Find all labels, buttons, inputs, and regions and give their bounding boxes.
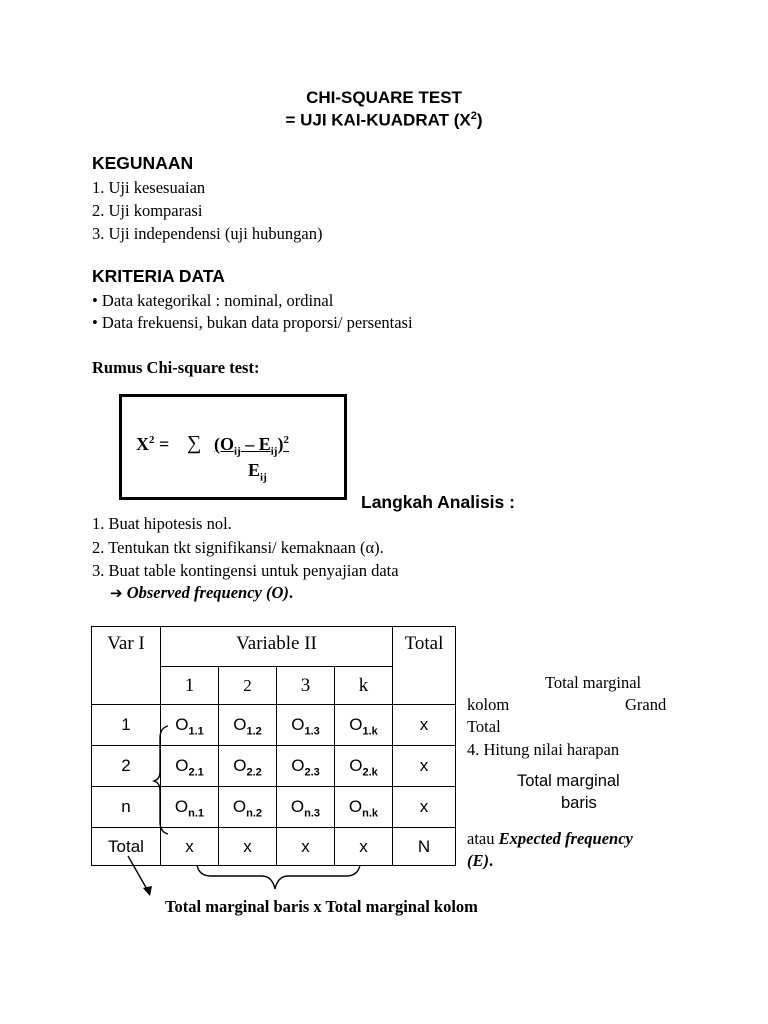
kegunaan-item: 2. Uji komparasi: [92, 201, 203, 220]
o-letter: O: [349, 715, 363, 734]
row-total: x: [393, 705, 456, 746]
o-letter: O: [290, 797, 305, 816]
column-header: 2: [219, 667, 277, 705]
side-marginal: Total marginal: [517, 772, 620, 790]
o-index: n.k: [362, 807, 379, 820]
arrow-head-icon: [143, 886, 152, 896]
o-index: 1.3: [304, 725, 320, 738]
o-letter: O: [175, 715, 189, 734]
o-index: 2.3: [304, 766, 320, 779]
numerator-power: 2: [283, 434, 289, 446]
column-brace-icon: [197, 865, 360, 889]
o-index: 1.2: [246, 725, 262, 738]
side-atau: [467, 829, 633, 849]
row-total: x: [393, 746, 456, 787]
o-index: n.3: [304, 807, 321, 820]
o-letter: O: [291, 756, 305, 775]
sigma-symbol: ∑: [187, 432, 202, 454]
formula-x: X: [136, 434, 149, 454]
footer-label: Total: [92, 828, 161, 866]
kriteria-item: • Data kategorikal : nominal, ordinal: [92, 291, 334, 310]
side-text: Total marginal: [545, 673, 642, 692]
step2-text: 2. Tentukan tkt signifikansi/ kemaknaan (: [92, 538, 366, 557]
o-index: 2.k: [362, 766, 378, 779]
langkah-heading: Langkah Analisis :: [361, 492, 515, 512]
o-letter: O: [175, 756, 189, 775]
header-var1: Var I: [92, 627, 161, 705]
subtitle-text: = UJI KAI-KUADRAT (X: [285, 110, 471, 130]
langkah-step: 1. Buat hipotesis nol.: [92, 514, 232, 533]
side-marginal: baris: [561, 794, 597, 812]
row-total: x: [393, 787, 456, 828]
right-arrow-icon: ➔: [110, 584, 123, 602]
step2-end: ).: [374, 538, 384, 557]
denominator-sub: ij: [260, 471, 267, 484]
row-brace-icon: [154, 726, 168, 834]
expected-end: .: [489, 851, 494, 870]
o-index: 1.k: [362, 725, 378, 738]
side-text: Total: [467, 717, 501, 736]
o-letter: O: [233, 715, 247, 734]
footer-cell: x: [219, 828, 277, 866]
numerator-sub-o: ij: [234, 445, 241, 458]
side-text: Grand: [625, 695, 667, 714]
denominator-e: E: [248, 460, 261, 480]
document-title: CHI-SQUARE TEST: [306, 88, 462, 107]
bottom-label: Total marginal baris x Total marginal kolom: [165, 897, 478, 916]
o-letter: O: [348, 797, 363, 816]
formula-equals: =: [154, 434, 170, 454]
numerator-sub-e: ij: [270, 445, 278, 458]
expected-symbol: (E): [467, 851, 489, 870]
arrow-line: [128, 856, 148, 891]
footer-cell: x: [277, 828, 335, 866]
side-text: kolom: [467, 695, 510, 714]
observed-end: .: [288, 583, 294, 602]
o-letter: O: [232, 797, 247, 816]
alpha-symbol: α: [365, 538, 375, 557]
footer-cell: x: [335, 828, 393, 866]
row-label: n: [92, 787, 161, 828]
kegunaan-item: 1. Uji kesesuaian: [92, 178, 206, 197]
o-index: 1.1: [188, 725, 204, 738]
observed-frequency: Observed frequency (O): [126, 583, 289, 602]
o-letter: O: [291, 715, 305, 734]
numerator-minus: – E: [240, 434, 271, 454]
side-expected: [467, 851, 493, 871]
o-index: n.2: [246, 807, 263, 820]
o-index: n.1: [188, 807, 205, 820]
rumus-label: Rumus Chi-square test:: [92, 358, 260, 377]
header-variable2: Variable II: [161, 627, 393, 667]
subtitle-superscript: 2: [470, 110, 477, 122]
footer-cell: x: [161, 828, 219, 866]
kriteria-heading: KRITERIA DATA: [92, 266, 225, 286]
o-letter: O: [233, 756, 247, 775]
grand-total-cell: N: [393, 828, 456, 866]
kriteria-item: • Data frekuensi, bukan data proporsi/ persentasi: [92, 313, 413, 332]
o-index: 2.1: [188, 766, 204, 779]
o-letter: O: [349, 756, 363, 775]
column-header: 1: [161, 667, 219, 705]
o-index: 2.2: [246, 766, 262, 779]
header-total: Total: [393, 627, 456, 705]
kegunaan-heading: KEGUNAAN: [92, 153, 194, 173]
numerator-close: ): [277, 434, 284, 454]
o-letter: O: [174, 797, 189, 816]
subtitle-close: ): [476, 110, 483, 130]
langkah-step: 3. Buat table kontingensi untuk penyajian data: [92, 561, 399, 580]
column-header: k: [335, 667, 393, 705]
expected-frequency: Expected frequency: [498, 829, 633, 848]
row-label: 1: [92, 705, 161, 746]
formula-x-power: 2: [149, 434, 155, 446]
row-label: 2: [92, 746, 161, 787]
atau-text: atau: [467, 829, 499, 848]
column-header: 3: [277, 667, 335, 705]
side-step4: 4. Hitung nilai harapan: [467, 740, 620, 759]
kegunaan-item: 3. Uji independensi (uji hubungan): [92, 224, 323, 243]
numerator-open: (O: [214, 434, 234, 454]
